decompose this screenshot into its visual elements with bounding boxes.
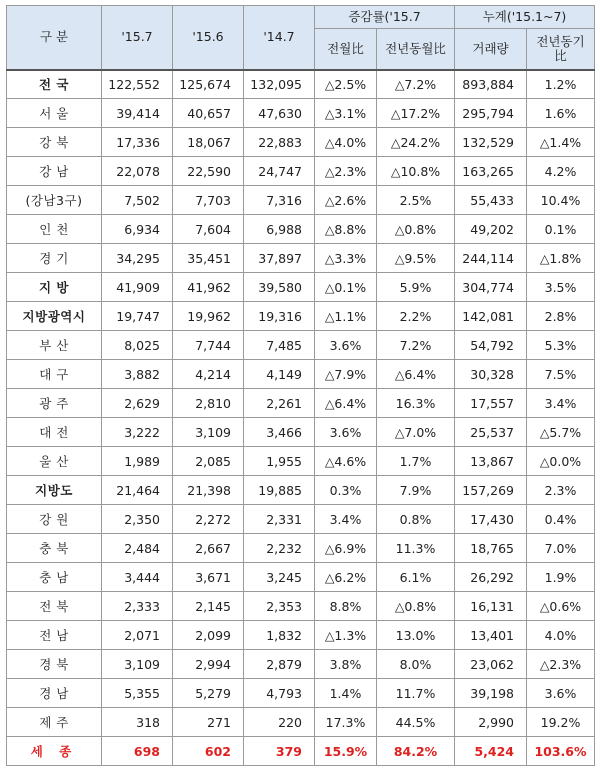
row-label: 전 남 (7, 621, 102, 650)
cell-1407: 47,630 (244, 99, 315, 128)
row-label: 경 기 (7, 244, 102, 273)
table-row (7, 505, 595, 534)
table-row (7, 389, 595, 418)
table-row (7, 534, 595, 563)
cell-yoy: 8.0% (377, 650, 455, 679)
cell-yoy: △7.0% (377, 418, 455, 447)
cell-1506: 41,962 (173, 273, 244, 302)
cell-1507: 19,747 (102, 302, 173, 331)
cell-volume: 54,792 (455, 331, 527, 360)
cell-volume: 163,265 (455, 157, 527, 186)
cell-yoy: 16.3% (377, 389, 455, 418)
cell-yoy-period: 1.9% (527, 563, 595, 592)
cell-yoy: △7.2% (377, 70, 455, 99)
row-label: 전 국 (7, 70, 102, 99)
header-1506: '15.6 (173, 6, 244, 70)
table-row (7, 157, 595, 186)
header-mom: 전월比 (315, 29, 377, 70)
cell-1506: 3,671 (173, 563, 244, 592)
cell-yoy: 5.9% (377, 273, 455, 302)
cell-volume: 244,114 (455, 244, 527, 273)
cell-yoy-period: △1.8% (527, 244, 595, 273)
table-row (7, 70, 595, 99)
table-row (7, 563, 595, 592)
cell-yoy: △0.8% (377, 592, 455, 621)
cell-yoy: 7.2% (377, 331, 455, 360)
row-label: (강남3구) (7, 186, 102, 215)
cell-1407: 4,793 (244, 679, 315, 708)
row-label: 인 천 (7, 215, 102, 244)
cell-yoy-period: 10.4% (527, 186, 595, 215)
cell-yoy: 2.5% (377, 186, 455, 215)
cell-1507: 7,502 (102, 186, 173, 215)
header-1507: '15.7 (102, 6, 173, 70)
cell-yoy-period: 1.2% (527, 70, 595, 99)
cell-1407: 220 (244, 708, 315, 737)
cell-1407: 2,261 (244, 389, 315, 418)
cell-yoy-period: 5.3% (527, 331, 595, 360)
cell-1407: 3,466 (244, 418, 315, 447)
cell-1507: 2,071 (102, 621, 173, 650)
row-label: 경 북 (7, 650, 102, 679)
cell-1507: 1,989 (102, 447, 173, 476)
cell-1507: 3,444 (102, 563, 173, 592)
table-row (7, 679, 595, 708)
cell-1506: 2,145 (173, 592, 244, 621)
cell-yoy-period: 3.4% (527, 389, 595, 418)
cell-yoy-period: △0.6% (527, 592, 595, 621)
cell-1507: 2,484 (102, 534, 173, 563)
cell-volume: 30,328 (455, 360, 527, 389)
row-label: 경 남 (7, 679, 102, 708)
row-label: 부 산 (7, 331, 102, 360)
cell-1507: 3,222 (102, 418, 173, 447)
cell-1507: 41,909 (102, 273, 173, 302)
table-row (7, 418, 595, 447)
cell-1506: 2,085 (173, 447, 244, 476)
cell-1407: 3,245 (244, 563, 315, 592)
cell-1507: 698 (102, 737, 173, 766)
table-row (7, 186, 595, 215)
cell-1507: 6,934 (102, 215, 173, 244)
cell-1507: 39,414 (102, 99, 173, 128)
cell-volume: 132,529 (455, 128, 527, 157)
cell-1506: 7,744 (173, 331, 244, 360)
cell-1407: 22,883 (244, 128, 315, 157)
cell-1506: 271 (173, 708, 244, 737)
cell-yoy-period: 4.2% (527, 157, 595, 186)
header-volume: 거래량 (455, 29, 527, 70)
cell-1507: 34,295 (102, 244, 173, 273)
table-row (7, 476, 595, 505)
cell-1407: 379 (244, 737, 315, 766)
cell-1407: 7,485 (244, 331, 315, 360)
cell-mom: 1.4% (315, 679, 377, 708)
table-row (7, 273, 595, 302)
cell-volume: 304,774 (455, 273, 527, 302)
cell-yoy-period: △0.0% (527, 447, 595, 476)
cell-1506: 2,272 (173, 505, 244, 534)
cell-volume: 5,424 (455, 737, 527, 766)
cell-yoy-period: △1.4% (527, 128, 595, 157)
cell-mom: △0.1% (315, 273, 377, 302)
table-row (7, 650, 595, 679)
cell-yoy: △0.8% (377, 215, 455, 244)
cell-mom: △6.4% (315, 389, 377, 418)
cell-volume: 17,430 (455, 505, 527, 534)
table-row (7, 592, 595, 621)
cell-1506: 40,657 (173, 99, 244, 128)
cell-mom: △1.3% (315, 621, 377, 650)
cell-mom: △4.6% (315, 447, 377, 476)
cell-mom: △4.0% (315, 128, 377, 157)
cell-1407: 37,897 (244, 244, 315, 273)
cell-1407: 1,955 (244, 447, 315, 476)
cell-volume: 17,557 (455, 389, 527, 418)
cell-mom: 17.3% (315, 708, 377, 737)
cell-1507: 3,882 (102, 360, 173, 389)
table-row (7, 302, 595, 331)
row-label: 대 구 (7, 360, 102, 389)
cell-yoy-period: 103.6% (527, 737, 595, 766)
cell-1507: 2,629 (102, 389, 173, 418)
cell-yoy: △24.2% (377, 128, 455, 157)
cell-volume: 2,990 (455, 708, 527, 737)
cell-mom: 0.3% (315, 476, 377, 505)
header-yoy: 전년동월比 (377, 29, 455, 70)
cell-yoy-period: 1.6% (527, 99, 595, 128)
cell-mom: 3.6% (315, 418, 377, 447)
cell-mom: △8.8% (315, 215, 377, 244)
cell-yoy: 0.8% (377, 505, 455, 534)
table-row (7, 99, 595, 128)
cell-1506: 21,398 (173, 476, 244, 505)
table-row (7, 215, 595, 244)
cell-mom: △3.3% (315, 244, 377, 273)
cell-volume: 23,062 (455, 650, 527, 679)
cell-volume: 26,292 (455, 563, 527, 592)
header-category: 구 분 (7, 6, 102, 70)
cell-yoy: 11.3% (377, 534, 455, 563)
cell-1407: 2,232 (244, 534, 315, 563)
row-label: 세 종 (7, 737, 102, 766)
cell-1407: 2,331 (244, 505, 315, 534)
cell-1506: 125,674 (173, 70, 244, 99)
header-yoy-period: 전년동기比 (527, 29, 595, 70)
table-row (7, 331, 595, 360)
cell-mom: 3.4% (315, 505, 377, 534)
cell-1407: 2,353 (244, 592, 315, 621)
row-label: 강 원 (7, 505, 102, 534)
cell-volume: 55,433 (455, 186, 527, 215)
cell-1506: 18,067 (173, 128, 244, 157)
cell-mom: △2.5% (315, 70, 377, 99)
cell-1407: 1,832 (244, 621, 315, 650)
cell-yoy-period: △5.7% (527, 418, 595, 447)
row-label: 울 산 (7, 447, 102, 476)
row-label: 강 남 (7, 157, 102, 186)
cell-yoy: 2.2% (377, 302, 455, 331)
cell-1507: 2,350 (102, 505, 173, 534)
cell-yoy: 84.2% (377, 737, 455, 766)
cell-volume: 13,867 (455, 447, 527, 476)
row-label: 지 방 (7, 273, 102, 302)
cell-1407: 6,988 (244, 215, 315, 244)
cell-1507: 3,109 (102, 650, 173, 679)
cell-1506: 3,109 (173, 418, 244, 447)
cell-1506: 7,604 (173, 215, 244, 244)
cell-yoy: △17.2% (377, 99, 455, 128)
cell-1407: 19,885 (244, 476, 315, 505)
cell-mom: 15.9% (315, 737, 377, 766)
transaction-table (6, 5, 595, 766)
cell-yoy-period: 4.0% (527, 621, 595, 650)
cell-yoy: △6.4% (377, 360, 455, 389)
row-label: 강 북 (7, 128, 102, 157)
cell-yoy-period: 0.1% (527, 215, 595, 244)
cell-volume: 18,765 (455, 534, 527, 563)
cell-1407: 39,580 (244, 273, 315, 302)
header-1407: '14.7 (244, 6, 315, 70)
cell-mom: △6.2% (315, 563, 377, 592)
table-row (7, 737, 595, 766)
cell-1407: 4,149 (244, 360, 315, 389)
cell-yoy-period: 3.6% (527, 679, 595, 708)
cell-1506: 2,099 (173, 621, 244, 650)
cell-mom: 8.8% (315, 592, 377, 621)
cell-yoy-period: 7.0% (527, 534, 595, 563)
cell-volume: 49,202 (455, 215, 527, 244)
cell-1506: 35,451 (173, 244, 244, 273)
cell-yoy: 6.1% (377, 563, 455, 592)
row-label: 서 울 (7, 99, 102, 128)
cell-mom: 3.8% (315, 650, 377, 679)
cell-1507: 22,078 (102, 157, 173, 186)
row-label: 지방도 (7, 476, 102, 505)
cell-1407: 7,316 (244, 186, 315, 215)
cell-mom: 3.6% (315, 331, 377, 360)
row-label: 광 주 (7, 389, 102, 418)
cell-1506: 2,810 (173, 389, 244, 418)
cell-1407: 132,095 (244, 70, 315, 99)
cell-1407: 19,316 (244, 302, 315, 331)
cell-1507: 2,333 (102, 592, 173, 621)
table-row (7, 128, 595, 157)
table-row (7, 244, 595, 273)
cell-yoy: 1.7% (377, 447, 455, 476)
cell-mom: △2.6% (315, 186, 377, 215)
cell-volume: 142,081 (455, 302, 527, 331)
cell-mom: △3.1% (315, 99, 377, 128)
row-label: 충 남 (7, 563, 102, 592)
cell-1506: 19,962 (173, 302, 244, 331)
table-row (7, 708, 595, 737)
cell-1507: 17,336 (102, 128, 173, 157)
header-cumulative-group: 누계('15.1~7) (455, 6, 595, 29)
cell-yoy-period: 2.8% (527, 302, 595, 331)
cell-yoy-period: 7.5% (527, 360, 595, 389)
cell-mom: △7.9% (315, 360, 377, 389)
cell-1507: 122,552 (102, 70, 173, 99)
cell-1506: 5,279 (173, 679, 244, 708)
cell-1506: 602 (173, 737, 244, 766)
cell-1507: 21,464 (102, 476, 173, 505)
row-label: 대 전 (7, 418, 102, 447)
cell-volume: 16,131 (455, 592, 527, 621)
cell-volume: 157,269 (455, 476, 527, 505)
cell-mom: △6.9% (315, 534, 377, 563)
cell-yoy-period: 19.2% (527, 708, 595, 737)
table-header (7, 6, 595, 70)
cell-volume: 39,198 (455, 679, 527, 708)
cell-1407: 24,747 (244, 157, 315, 186)
header-change-group: 증감률('15.7 (315, 6, 455, 29)
row-label: 충 북 (7, 534, 102, 563)
table-body (7, 70, 595, 766)
table-row (7, 447, 595, 476)
table-row (7, 360, 595, 389)
cell-1407: 2,879 (244, 650, 315, 679)
cell-1507: 318 (102, 708, 173, 737)
cell-volume: 295,794 (455, 99, 527, 128)
cell-mom: △1.1% (315, 302, 377, 331)
cell-1506: 22,590 (173, 157, 244, 186)
cell-1506: 4,214 (173, 360, 244, 389)
table-row (7, 621, 595, 650)
row-label: 전 북 (7, 592, 102, 621)
cell-yoy-period: △2.3% (527, 650, 595, 679)
cell-volume: 25,537 (455, 418, 527, 447)
cell-1506: 7,703 (173, 186, 244, 215)
cell-1507: 8,025 (102, 331, 173, 360)
cell-yoy: 13.0% (377, 621, 455, 650)
cell-yoy: 11.7% (377, 679, 455, 708)
cell-yoy-period: 2.3% (527, 476, 595, 505)
row-label: 지방광역시 (7, 302, 102, 331)
cell-volume: 13,401 (455, 621, 527, 650)
cell-volume: 893,884 (455, 70, 527, 99)
cell-yoy: 7.9% (377, 476, 455, 505)
row-label: 제 주 (7, 708, 102, 737)
cell-yoy: △10.8% (377, 157, 455, 186)
cell-yoy-period: 3.5% (527, 273, 595, 302)
cell-1506: 2,994 (173, 650, 244, 679)
cell-yoy-period: 0.4% (527, 505, 595, 534)
cell-yoy: 44.5% (377, 708, 455, 737)
cell-yoy: △9.5% (377, 244, 455, 273)
cell-1506: 2,667 (173, 534, 244, 563)
cell-mom: △2.3% (315, 157, 377, 186)
cell-1507: 5,355 (102, 679, 173, 708)
